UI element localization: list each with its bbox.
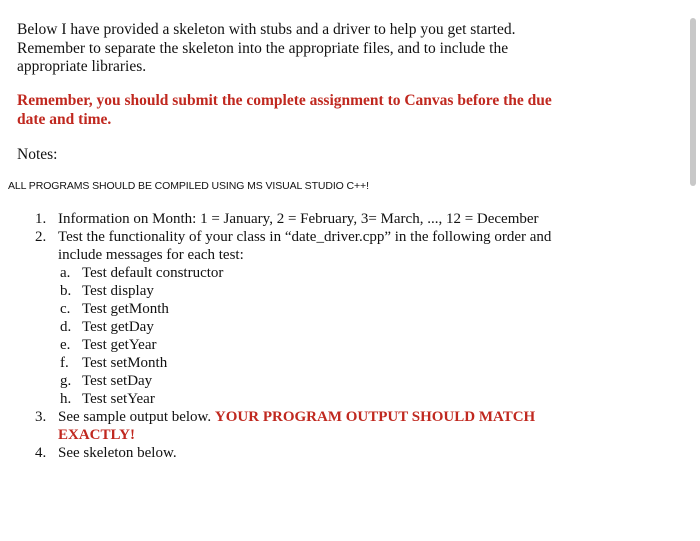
sub-list-letter: h. [60, 391, 72, 407]
sub-list-text: Test getMonth [82, 301, 169, 317]
sub-list-text: Test default constructor [82, 265, 224, 281]
list-item [35, 444, 595, 462]
sub-list-letter: c. [60, 301, 71, 317]
list-item-body [58, 228, 595, 408]
list-item [35, 210, 595, 228]
sub-list-text: Test getDay [82, 319, 154, 335]
list-item-text: See skeleton below. [58, 445, 177, 461]
sub-list-text: Test display [82, 283, 154, 299]
reminder-line: Remember, you should submit the complete assignment to Canvas before the due [17, 92, 552, 109]
sub-list-item [60, 264, 595, 282]
sub-list-text: Test setDay [82, 373, 153, 389]
instructions-list [35, 210, 595, 462]
sub-list-item [60, 300, 595, 318]
sub-list-text: Test setYear [82, 391, 155, 407]
list-item-text: Information on Month: 1 = January, 2 = February, 3= March, ..., 12 = December [58, 211, 539, 227]
intro-line: Remember to separate the skeleton into the appropriate files, and to include the [17, 39, 509, 57]
sub-list-text: Test setMonth [82, 355, 168, 371]
list-item-text: include messages for each test: [58, 247, 244, 263]
list-item [35, 408, 595, 444]
sub-list-item [60, 336, 595, 354]
output-match-warning-cont: EXACTLY! [58, 427, 135, 443]
sub-list-item [60, 390, 595, 408]
reminder-line: date and time. [17, 110, 112, 128]
sub-list-letter: d. [60, 319, 72, 335]
notes-label: Notes: [17, 146, 58, 163]
sub-list-item [60, 354, 595, 372]
list-number: 2. [35, 229, 47, 245]
sub-list-letter: b. [60, 283, 72, 299]
list-item-body [58, 408, 595, 444]
intro-paragraph [17, 21, 657, 77]
intro-line: appropriate libraries. [17, 58, 147, 75]
output-match-warning: YOUR PROGRAM OUTPUT SHOULD MATCH [214, 409, 536, 425]
scrollbar-thumb[interactable] [690, 18, 696, 186]
sub-list-text: Test getYear [82, 337, 157, 353]
list-item-text: Test the functionality of your class in “date_driver.cpp” in the following order and [58, 229, 552, 245]
reminder-paragraph [17, 92, 657, 129]
intro-line: Below I have provided a skeleton with stubs and a driver to help you get started. [17, 21, 516, 38]
sub-list-letter: e. [60, 337, 71, 353]
sub-list-letter: g. [60, 373, 72, 389]
sub-list-item [60, 282, 595, 300]
list-item [35, 228, 595, 408]
compile-note: ALL PROGRAMS SHOULD BE COMPILED USING MS VISUAL STUDIO C++! [8, 180, 369, 192]
sub-list-item [60, 372, 595, 390]
list-number: 3. [35, 409, 47, 425]
list-number: 1. [35, 211, 47, 227]
list-item-line [58, 408, 595, 426]
sub-list-letter: f. [60, 355, 69, 371]
sub-list-item [60, 318, 595, 336]
list-item-text: See sample output below. [58, 409, 215, 425]
sub-list-letter: a. [60, 265, 71, 281]
list-number: 4. [35, 445, 47, 461]
